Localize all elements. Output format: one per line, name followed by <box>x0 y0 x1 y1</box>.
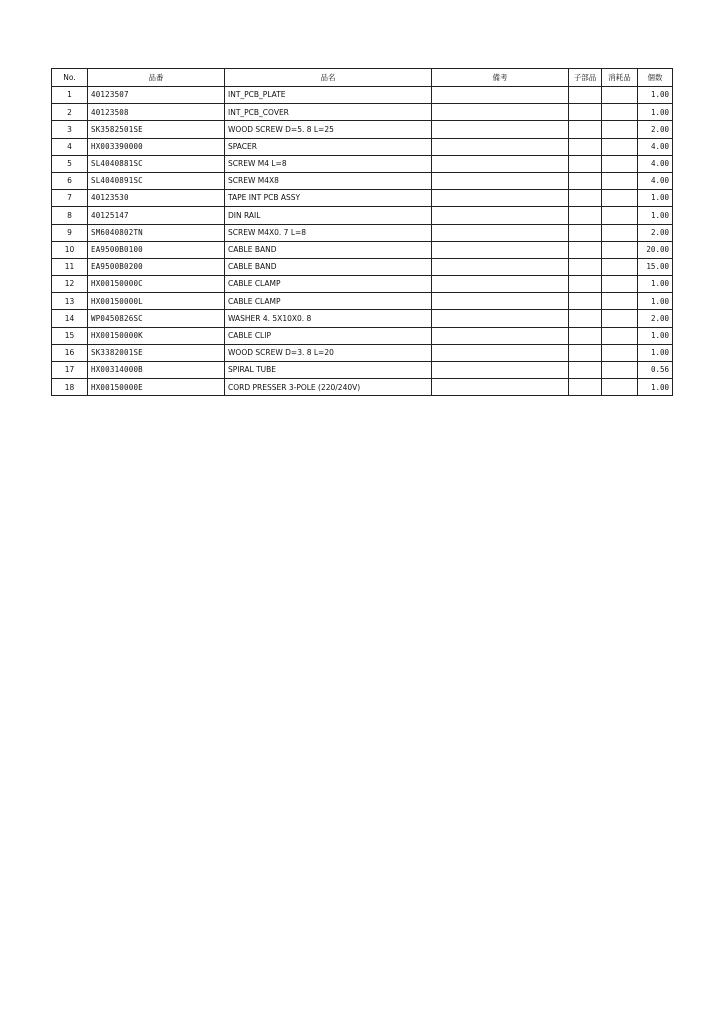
cell-consumable <box>602 87 638 104</box>
cell-part-name: SPIRAL TUBE <box>225 362 432 379</box>
cell-part-number: 40123507 <box>88 87 225 104</box>
cell-sub-part <box>569 241 602 258</box>
table-row <box>52 310 673 327</box>
cell-no: 17 <box>52 362 88 379</box>
cell-part-name: WOOD SCREW D=3. 8 L=20 <box>225 344 432 361</box>
cell-consumable <box>602 155 638 172</box>
cell-no: 16 <box>52 344 88 361</box>
cell-sub-part <box>569 276 602 293</box>
cell-part-number: 40125147 <box>88 207 225 224</box>
cell-consumable <box>602 104 638 121</box>
cell-part-number: EA9500B0100 <box>88 241 225 258</box>
cell-part-name: TAPE INT PCB ASSY <box>225 190 432 207</box>
cell-part-number: SL4040881SC <box>88 155 225 172</box>
cell-part-number: SK3582501SE <box>88 121 225 138</box>
cell-sub-part <box>569 207 602 224</box>
cell-sub-part <box>569 344 602 361</box>
header-part-number: 品番 <box>88 69 225 87</box>
table-row <box>52 138 673 155</box>
cell-consumable <box>602 379 638 396</box>
cell-remarks <box>432 241 569 258</box>
cell-consumable <box>602 138 638 155</box>
cell-part-number: SL4040891SC <box>88 172 225 189</box>
cell-part-name: INT_PCB_PLATE <box>225 87 432 104</box>
cell-no: 10 <box>52 241 88 258</box>
cell-part-number: HX00150000E <box>88 379 225 396</box>
cell-part-number: HX003390000 <box>88 138 225 155</box>
cell-sub-part <box>569 379 602 396</box>
cell-quantity: 4.00 <box>638 138 673 155</box>
cell-no: 11 <box>52 258 88 275</box>
cell-consumable <box>602 241 638 258</box>
table-row <box>52 104 673 121</box>
cell-consumable <box>602 190 638 207</box>
cell-no: 4 <box>52 138 88 155</box>
cell-part-number: HX00150000K <box>88 327 225 344</box>
cell-sub-part <box>569 190 602 207</box>
cell-quantity: 1.00 <box>638 344 673 361</box>
cell-remarks <box>432 207 569 224</box>
table-row <box>52 190 673 207</box>
table-row <box>52 155 673 172</box>
cell-quantity: 1.00 <box>638 276 673 293</box>
cell-consumable <box>602 293 638 310</box>
cell-no: 13 <box>52 293 88 310</box>
cell-no: 1 <box>52 87 88 104</box>
table-row <box>52 87 673 104</box>
cell-no: 7 <box>52 190 88 207</box>
cell-quantity: 1.00 <box>638 207 673 224</box>
cell-part-name: WASHER 4. 5X10X0. 8 <box>225 310 432 327</box>
cell-sub-part <box>569 310 602 327</box>
table-row <box>52 121 673 138</box>
cell-part-name: SCREW M4X0. 7 L=8 <box>225 224 432 241</box>
cell-part-name: CABLE CLAMP <box>225 276 432 293</box>
cell-quantity: 2.00 <box>638 224 673 241</box>
cell-consumable <box>602 258 638 275</box>
cell-no: 5 <box>52 155 88 172</box>
cell-part-name: SPACER <box>225 138 432 155</box>
cell-sub-part <box>569 104 602 121</box>
header-remarks: 備考 <box>432 69 569 87</box>
header-sub-part: 子部品 <box>569 69 602 87</box>
table-row <box>52 276 673 293</box>
table-row <box>52 362 673 379</box>
cell-part-name: WOOD SCREW D=5. 8 L=25 <box>225 121 432 138</box>
cell-part-number: HX00150000L <box>88 293 225 310</box>
cell-quantity: 20.00 <box>638 241 673 258</box>
header-consumable: 消耗品 <box>602 69 638 87</box>
cell-sub-part <box>569 155 602 172</box>
cell-part-number: HX00314000B <box>88 362 225 379</box>
table-row <box>52 172 673 189</box>
cell-consumable <box>602 310 638 327</box>
cell-no: 12 <box>52 276 88 293</box>
cell-no: 18 <box>52 379 88 396</box>
header-no: No. <box>52 69 88 87</box>
cell-no: 8 <box>52 207 88 224</box>
cell-remarks <box>432 172 569 189</box>
table-row <box>52 241 673 258</box>
cell-part-name: CORD PRESSER 3-POLE (220/240V) <box>225 379 432 396</box>
table-row <box>52 379 673 396</box>
cell-quantity: 4.00 <box>638 172 673 189</box>
cell-sub-part <box>569 121 602 138</box>
cell-sub-part <box>569 293 602 310</box>
cell-quantity: 15.00 <box>638 258 673 275</box>
cell-quantity: 0.56 <box>638 362 673 379</box>
cell-sub-part <box>569 138 602 155</box>
cell-consumable <box>602 327 638 344</box>
cell-part-name: CABLE CLAMP <box>225 293 432 310</box>
cell-remarks <box>432 276 569 293</box>
cell-remarks <box>432 155 569 172</box>
header-quantity: 個数 <box>638 69 673 87</box>
cell-remarks <box>432 293 569 310</box>
header-row <box>52 69 673 87</box>
cell-part-name: CABLE BAND <box>225 258 432 275</box>
table-header <box>52 69 673 87</box>
cell-part-name: CABLE CLIP <box>225 327 432 344</box>
cell-part-number: SK3382001SE <box>88 344 225 361</box>
cell-remarks <box>432 104 569 121</box>
cell-quantity: 1.00 <box>638 379 673 396</box>
table-row <box>52 344 673 361</box>
cell-part-number: 40123530 <box>88 190 225 207</box>
cell-no: 6 <box>52 172 88 189</box>
cell-no: 9 <box>52 224 88 241</box>
cell-quantity: 1.00 <box>638 327 673 344</box>
cell-remarks <box>432 327 569 344</box>
cell-remarks <box>432 121 569 138</box>
cell-remarks <box>432 190 569 207</box>
cell-sub-part <box>569 172 602 189</box>
cell-quantity: 4.00 <box>638 155 673 172</box>
cell-sub-part <box>569 327 602 344</box>
cell-quantity: 2.00 <box>638 121 673 138</box>
cell-no: 3 <box>52 121 88 138</box>
cell-remarks <box>432 138 569 155</box>
cell-consumable <box>602 344 638 361</box>
cell-sub-part <box>569 87 602 104</box>
cell-sub-part <box>569 224 602 241</box>
cell-part-name: SCREW M4X8 <box>225 172 432 189</box>
cell-remarks <box>432 362 569 379</box>
table-row <box>52 293 673 310</box>
cell-remarks <box>432 344 569 361</box>
parts-list-table <box>51 68 673 396</box>
cell-remarks <box>432 224 569 241</box>
cell-consumable <box>602 121 638 138</box>
cell-part-name: INT_PCB_COVER <box>225 104 432 121</box>
table-row <box>52 327 673 344</box>
cell-quantity: 1.00 <box>638 293 673 310</box>
table-row <box>52 224 673 241</box>
table-body <box>52 87 673 396</box>
cell-sub-part <box>569 258 602 275</box>
table-row <box>52 207 673 224</box>
cell-remarks <box>432 310 569 327</box>
header-part-name: 品名 <box>225 69 432 87</box>
cell-remarks <box>432 87 569 104</box>
table-row <box>52 258 673 275</box>
cell-consumable <box>602 224 638 241</box>
cell-no: 15 <box>52 327 88 344</box>
cell-remarks <box>432 379 569 396</box>
cell-consumable <box>602 362 638 379</box>
cell-no: 2 <box>52 104 88 121</box>
cell-remarks <box>432 258 569 275</box>
cell-no: 14 <box>52 310 88 327</box>
cell-part-number: SM6040802TN <box>88 224 225 241</box>
cell-part-name: SCREW M4 L=8 <box>225 155 432 172</box>
cell-quantity: 1.00 <box>638 104 673 121</box>
cell-part-name: CABLE BAND <box>225 241 432 258</box>
cell-part-number: EA9500B0200 <box>88 258 225 275</box>
cell-consumable <box>602 172 638 189</box>
cell-part-name: DIN RAIL <box>225 207 432 224</box>
cell-consumable <box>602 207 638 224</box>
cell-quantity: 1.00 <box>638 190 673 207</box>
cell-sub-part <box>569 362 602 379</box>
cell-consumable <box>602 276 638 293</box>
cell-part-number: HX00150000C <box>88 276 225 293</box>
cell-quantity: 1.00 <box>638 87 673 104</box>
cell-part-number: 40123508 <box>88 104 225 121</box>
cell-part-number: WP0450826SC <box>88 310 225 327</box>
cell-quantity: 2.00 <box>638 310 673 327</box>
